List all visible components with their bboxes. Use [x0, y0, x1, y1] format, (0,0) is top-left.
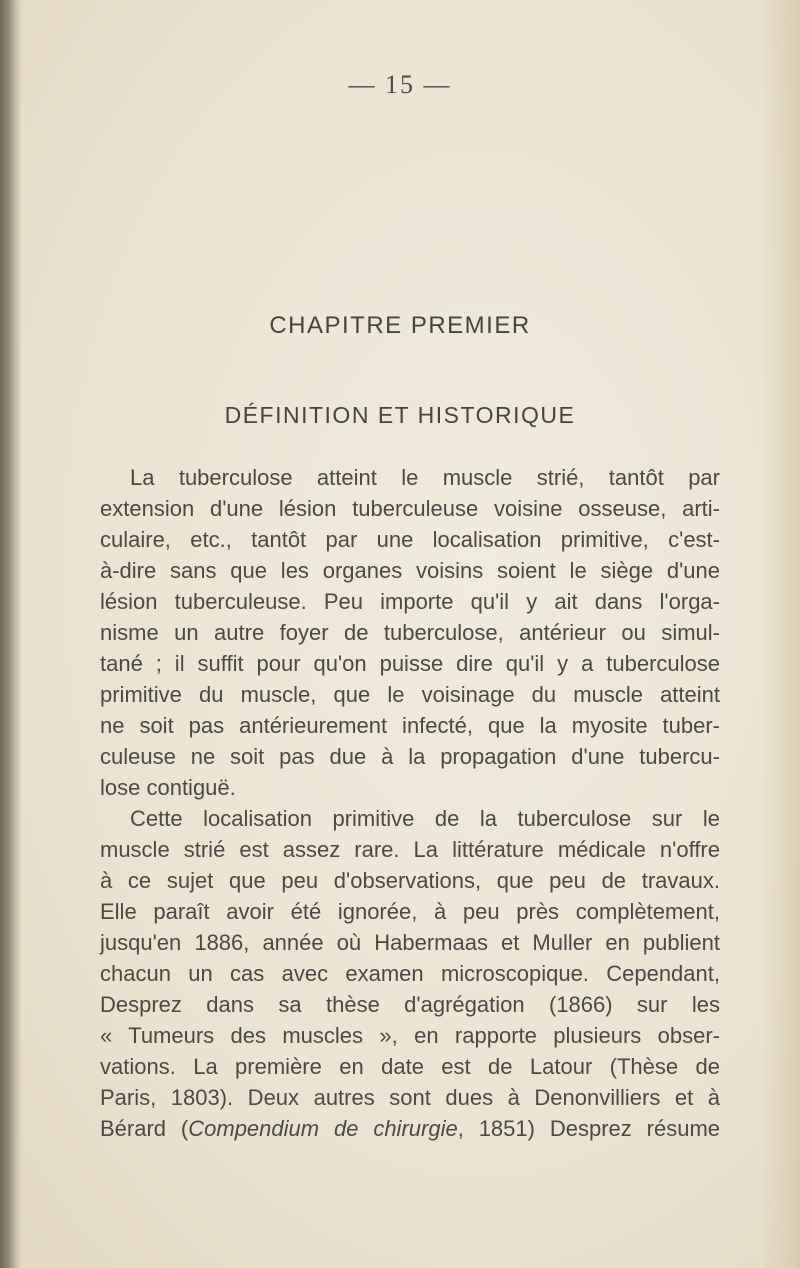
chapter-title: CHAPITRE PREMIER — [269, 312, 531, 339]
section-title: DÉFINITION ET HISTORIQUE — [224, 402, 576, 428]
text-line: vations. La première en date est de Latour (Thèse de — [100, 1054, 720, 1079]
text-line: ne soit pas antérieurement infecté, que la myosite tuber- — [100, 713, 720, 738]
text-line: La tuberculose atteint le muscle strié, tantôt par — [130, 465, 720, 490]
text-line: tané ; il suffit pour qu'on puisse dire qu'il y a tuberculose — [100, 651, 720, 676]
book-title-italic: Compendium de chirurgie — [188, 1116, 458, 1141]
binding-edge — [0, 0, 22, 1268]
text-line: culaire, etc., tantôt par une localisation primitive, c'est- — [100, 527, 720, 552]
text-fragment: Bérard ( — [100, 1116, 189, 1141]
text-line: nisme un autre foyer de tuberculose, antérieur ou simul- — [100, 620, 720, 645]
text-line: lose contiguë. — [100, 775, 236, 800]
body-text — [100, 462, 720, 1144]
text-line: Cette localisation primitive de la tuberculose sur le — [130, 806, 720, 831]
page-number: — 15 — — [348, 70, 452, 99]
text-line: Desprez dans sa thèse d'agrégation (1866) sur les — [100, 992, 720, 1017]
text-line: jusqu'en 1886, année où Habermaas et Muller en publient — [100, 930, 720, 955]
text-line: lésion tuberculeuse. Peu importe qu'il y ait dans l'orga- — [100, 589, 720, 614]
text-line: à-dire sans que les organes voisins soient le siège d'une — [100, 558, 720, 583]
text-line: Paris, 1803). Deux autres sont dues à Denonvilliers et à — [100, 1085, 720, 1110]
text-line: culeuse ne soit pas due à la propagation d'une tubercu- — [100, 744, 720, 769]
text-line: extension d'une lésion tuberculeuse voisine osseuse, arti- — [100, 496, 720, 521]
text-line: à ce sujet que peu d'observations, que peu de travaux. — [100, 868, 720, 893]
text-line: primitive du muscle, que le voisinage du muscle atteint — [100, 682, 720, 707]
text-line: chacun un cas avec examen microscopique. Cependant, — [100, 961, 720, 986]
text-line: Elle paraît avoir été ignorée, à peu près complètement, — [100, 899, 720, 924]
page-edge-stain — [760, 0, 800, 1268]
text-line: « Tumeurs des muscles », en rapporte plusieurs obser- — [100, 1023, 720, 1048]
text-line-last — [100, 1113, 720, 1144]
text-fragment: , 1851) Desprez résume — [457, 1116, 721, 1141]
text-line: muscle strié est assez rare. La littérature médicale n'offre — [100, 837, 720, 862]
